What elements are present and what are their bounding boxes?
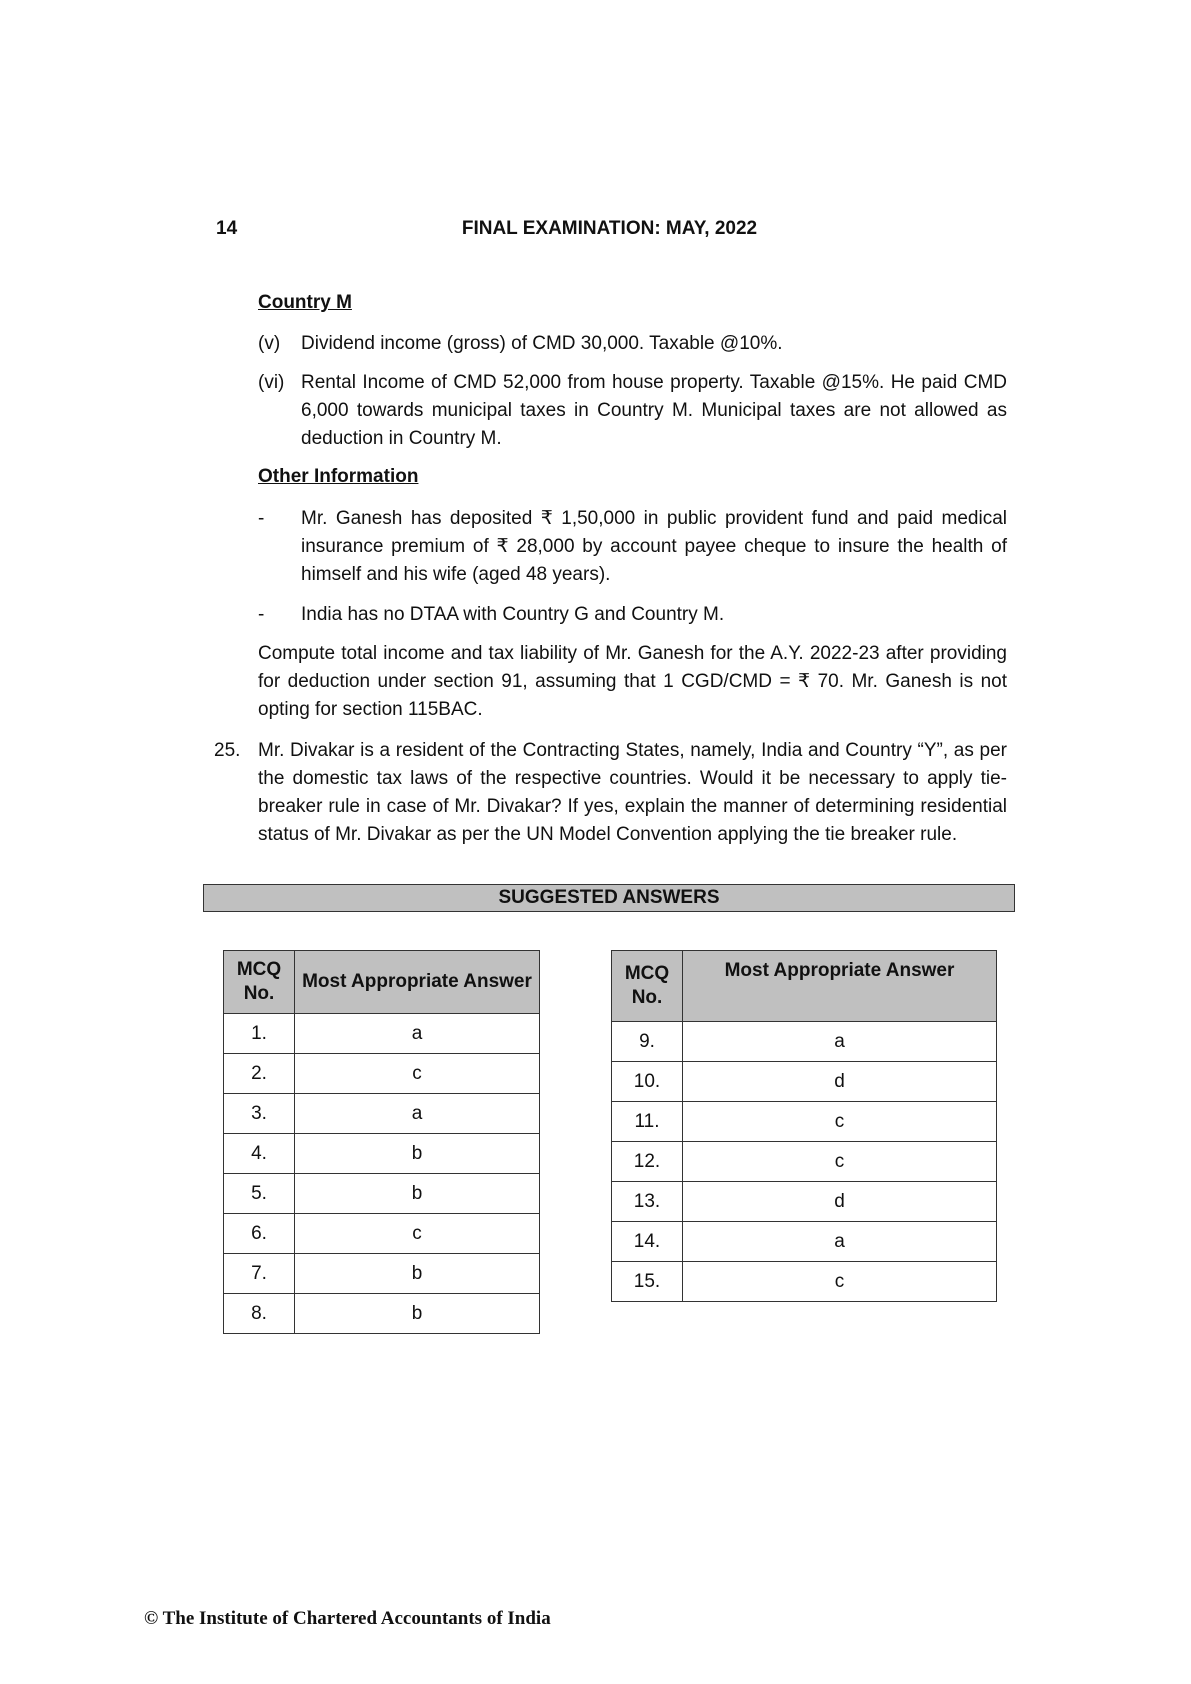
question-25-text: Mr. Divakar is a resident of the Contracting States, namely, India and Country “Y”, as per the domestic tax laws of the respective countries. Would it be necessary to apply tie-breaker rule in case of Mr. Divakar? If yes, explain the manner of determining residential status of Mr. Divakar as per the UN Model Convention applying the tie breaker rule.	[258, 740, 1007, 845]
table-row	[224, 1174, 540, 1214]
mcq-answer: b	[295, 1294, 540, 1334]
mcq-number: 11.	[612, 1102, 683, 1142]
mcq-number: 10.	[612, 1062, 683, 1102]
mcq-number: 5.	[224, 1174, 295, 1214]
mcq-number: 12.	[612, 1142, 683, 1182]
mcq-number: 13.	[612, 1182, 683, 1222]
page-number: 14	[216, 218, 238, 239]
mcq-number: 14.	[612, 1222, 683, 1262]
item-label-v: (v)	[258, 333, 281, 354]
table-row	[612, 1022, 997, 1062]
table-row	[224, 1134, 540, 1174]
other-information-heading: Other Information	[258, 466, 419, 487]
bullet-text-dtaa: India has no DTAA with Country G and Country M.	[301, 604, 725, 625]
column-header-mcq-no: MCQ No.	[224, 951, 295, 1014]
table-row	[224, 1054, 540, 1094]
table-row	[224, 1254, 540, 1294]
mcq-answer: c	[295, 1054, 540, 1094]
mcq-answer: c	[295, 1214, 540, 1254]
bullet-text-ppf: Mr. Ganesh has deposited ₹ 1,50,000 in public provident fund and paid medical insurance premium of ₹ 28,000 by account payee cheque to insure the health of himself and his wife (aged 48 years).	[301, 508, 1007, 585]
mcq-answer: c	[683, 1262, 997, 1302]
mcq-number: 9.	[612, 1022, 683, 1062]
mcq-answer: b	[295, 1254, 540, 1294]
country-m-heading: Country M	[258, 292, 352, 313]
bullet-dash: -	[258, 604, 265, 625]
page-header-title: FINAL EXAMINATION: MAY, 2022	[461, 218, 758, 239]
mcq-answer: d	[683, 1062, 997, 1102]
mcq-number: 3.	[224, 1094, 295, 1134]
mcq-answer: b	[295, 1134, 540, 1174]
mcq-number: 6.	[224, 1214, 295, 1254]
column-header-answer: Most Appropriate Answer	[683, 951, 997, 1022]
table-row	[612, 1142, 997, 1182]
question-number: 25.	[214, 740, 241, 761]
table-row	[612, 1222, 997, 1262]
mcq-answer: c	[683, 1142, 997, 1182]
mcq-answer-table-left	[223, 950, 540, 1334]
mcq-answer: c	[683, 1102, 997, 1142]
item-text-vi: Rental Income of CMD 52,000 from house property. Taxable @15%. He paid CMD 6,000 towards municipal taxes in Country M. Municipal taxes are not allowed as deduction in Country M.	[301, 372, 1007, 449]
mcq-number: 2.	[224, 1054, 295, 1094]
table-row	[224, 1014, 540, 1054]
table-row	[612, 1262, 997, 1302]
mcq-answer: a	[295, 1094, 540, 1134]
footer-copyright: © The Institute of Chartered Accountants of India	[144, 1608, 551, 1629]
item-text-v: Dividend income (gross) of CMD 30,000. Taxable @10%.	[301, 333, 783, 354]
column-header-mcq-no: MCQ No.	[612, 951, 683, 1022]
table-row	[612, 1062, 997, 1102]
table-row	[224, 1214, 540, 1254]
mcq-answer: d	[683, 1182, 997, 1222]
suggested-answers-banner: SUGGESTED ANSWERS	[203, 884, 1015, 912]
column-header-answer: Most Appropriate Answer	[295, 951, 540, 1014]
table-row	[612, 1182, 997, 1222]
mcq-number: 1.	[224, 1014, 295, 1054]
mcq-answer: a	[683, 1222, 997, 1262]
mcq-answer: a	[683, 1022, 997, 1062]
table-row	[612, 1102, 997, 1142]
mcq-answer: b	[295, 1174, 540, 1214]
bullet-dash: -	[258, 508, 265, 529]
table-row	[224, 1094, 540, 1134]
table-row	[224, 1294, 540, 1334]
mcq-number: 15.	[612, 1262, 683, 1302]
compute-instruction: Compute total income and tax liability of Mr. Ganesh for the A.Y. 2022-23 after providing for deduction under section 91, assuming that 1 CGD/CMD = ₹ 70. Mr. Ganesh is not opting for section 115BAC.	[258, 643, 1007, 720]
mcq-number: 8.	[224, 1294, 295, 1334]
item-label-vi: (vi)	[258, 372, 285, 393]
mcq-answer: a	[295, 1014, 540, 1054]
mcq-number: 4.	[224, 1134, 295, 1174]
mcq-answer-table-right	[611, 950, 997, 1302]
mcq-number: 7.	[224, 1254, 295, 1294]
